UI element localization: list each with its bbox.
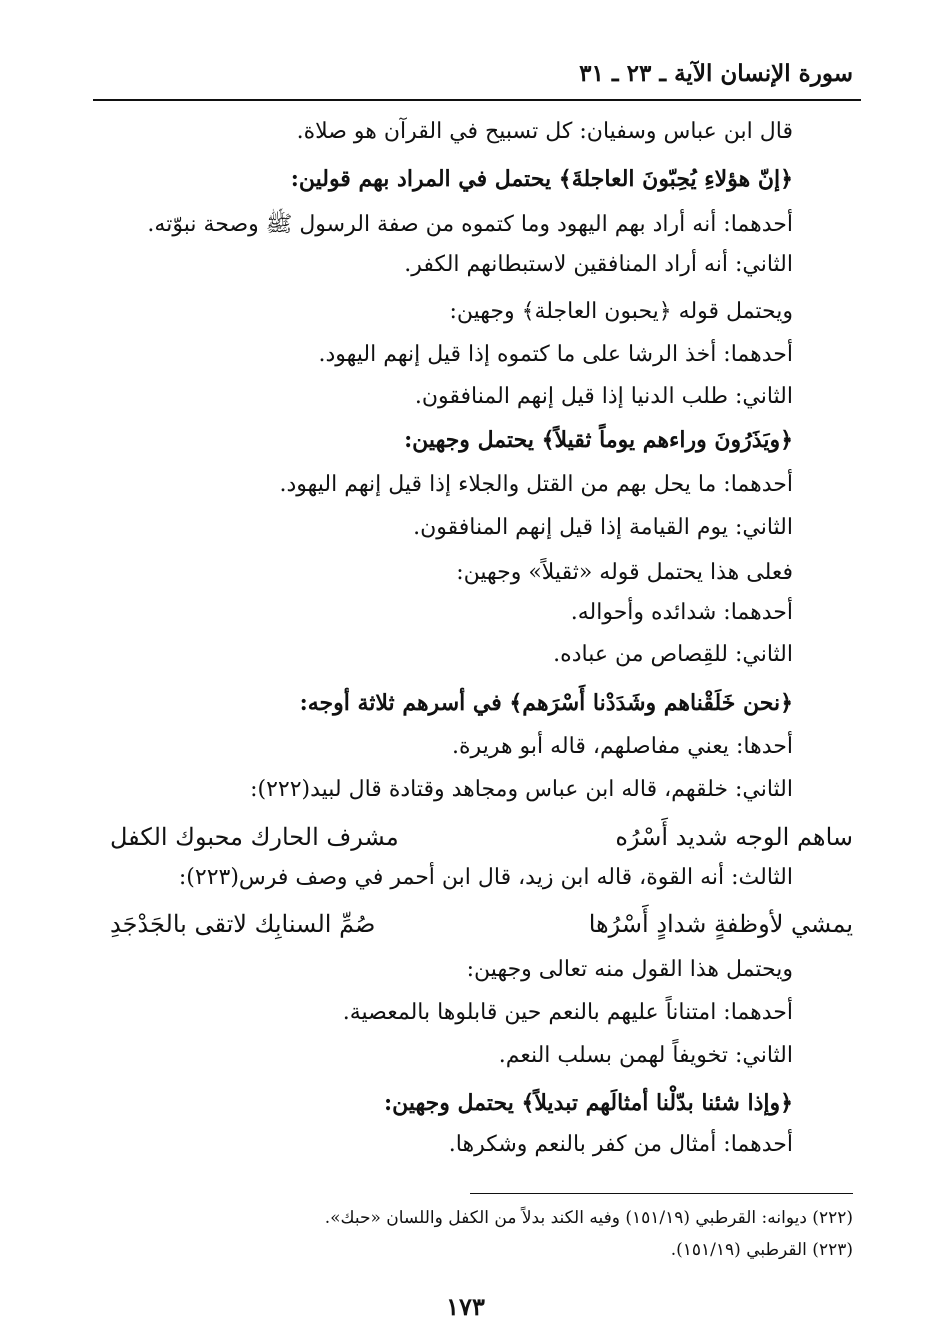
poetry-verse <box>110 821 853 853</box>
text-line: أحدهما: أنه أراد بهم اليهود وما كتموه من صفة الرسول ﷺ وصحة نبوّته. <box>147 212 793 237</box>
verse-first-hemistich: يمشي لأوظفةٍ شدادٍ أَسْرُها <box>588 910 853 938</box>
text-line: الثاني: أنه أراد المنافقين لاستبطانهم الكفر. <box>404 252 793 277</box>
text-line: أحدهما: أخذ الرشا على ما كتموه إذا قيل إنهم اليهود. <box>318 342 793 367</box>
footnote: (٢٢٣) القرطبي (١٥١/١٩). <box>670 1240 853 1260</box>
poetry-verse <box>110 908 853 940</box>
text-line: الثاني: تخويفاً لهمن بسلب النعم. <box>498 1043 793 1068</box>
text-line: أحدها: يعني مفاصلهم، قاله أبو هريرة. <box>452 734 793 759</box>
text-line: أحدهما: أمثال من كفر بالنعم وشكرها. <box>448 1132 793 1157</box>
text-line: ويحتمل قوله ﴿يحبون العاجلة﴾ وجهين: <box>449 299 793 324</box>
text-line: الثاني: يوم القيامة إذا قيل إنهم المنافقون. <box>413 515 793 540</box>
text-line: قال ابن عباس وسفيان: كل تسبيح في القرآن هو صلاة. <box>296 119 793 144</box>
verse-second-hemistich: مشرف الحارك محبوك الكفل <box>110 823 399 851</box>
text-line: ﴿وإذا شئنا بدّلْنا أمثالَهم تبديلاً﴾ يحتمل وجهين: <box>383 1090 793 1116</box>
verse-second-hemistich: صُمِّ السنابِك لاتقى بالجَدْجَدِ <box>110 910 376 938</box>
text-line: فعلى هذا يحتمل قوله «ثقيلاً» وجهين: <box>456 560 793 585</box>
footnote: (٢٢٢) ديوانه: القرطبي (١٥١/١٩) وفيه الكند بدلاً من الكفل واللسان «حبك». <box>324 1208 853 1228</box>
text-line: أحدهما: امتناناً عليهم بالنعم حين قابلوها بالمعصية. <box>342 1000 793 1025</box>
text-line: أحدهما: شدائده وأحواله. <box>570 600 793 625</box>
text-line: الثالث: أنه القوة، قاله ابن زيد، قال ابن أحمر في وصف فرس(٢٢٣): <box>178 865 793 890</box>
verse-first-hemistich: ساهم الوجه شديد أَسْرُه <box>615 823 853 851</box>
text-line: أحدهما: ما يحل بهم من القتل والجلاء إذا قيل إنهم اليهود. <box>279 472 793 497</box>
footnote-divider <box>470 1193 853 1194</box>
text-line: ﴿نحن خَلَقْناهم وشَدَدْنا أَسْرَهم﴾ في أسرهم ثلاثة أوجه: <box>299 690 793 716</box>
running-header: سورة الإنسان الآية ـ ٢٣ ـ ٣١ <box>579 60 853 87</box>
text-line: ﴿ويَذَرُونَ وراءهم يوماً ثقيلاً﴾ يحتمل وجهين: <box>404 427 793 453</box>
text-line: الثاني: طلب الدنيا إذا قيل إنهم المنافقون. <box>414 384 793 409</box>
text-line: ﴿إنّ هؤلاءِ يُحِبّونَ العاجلةَ﴾ يحتمل في المراد بهم قولين: <box>290 166 793 192</box>
text-line: ويحتمل هذا القول منه تعالى وجهين: <box>466 957 793 982</box>
page-number: ١٧٣ <box>446 1292 485 1321</box>
text-line: الثاني: خلقهم، قاله ابن عباس ومجاهد وقتادة قال لبيد(٢٢٢): <box>250 777 793 802</box>
text-line: الثاني: للقِصاص من عباده. <box>553 642 793 667</box>
